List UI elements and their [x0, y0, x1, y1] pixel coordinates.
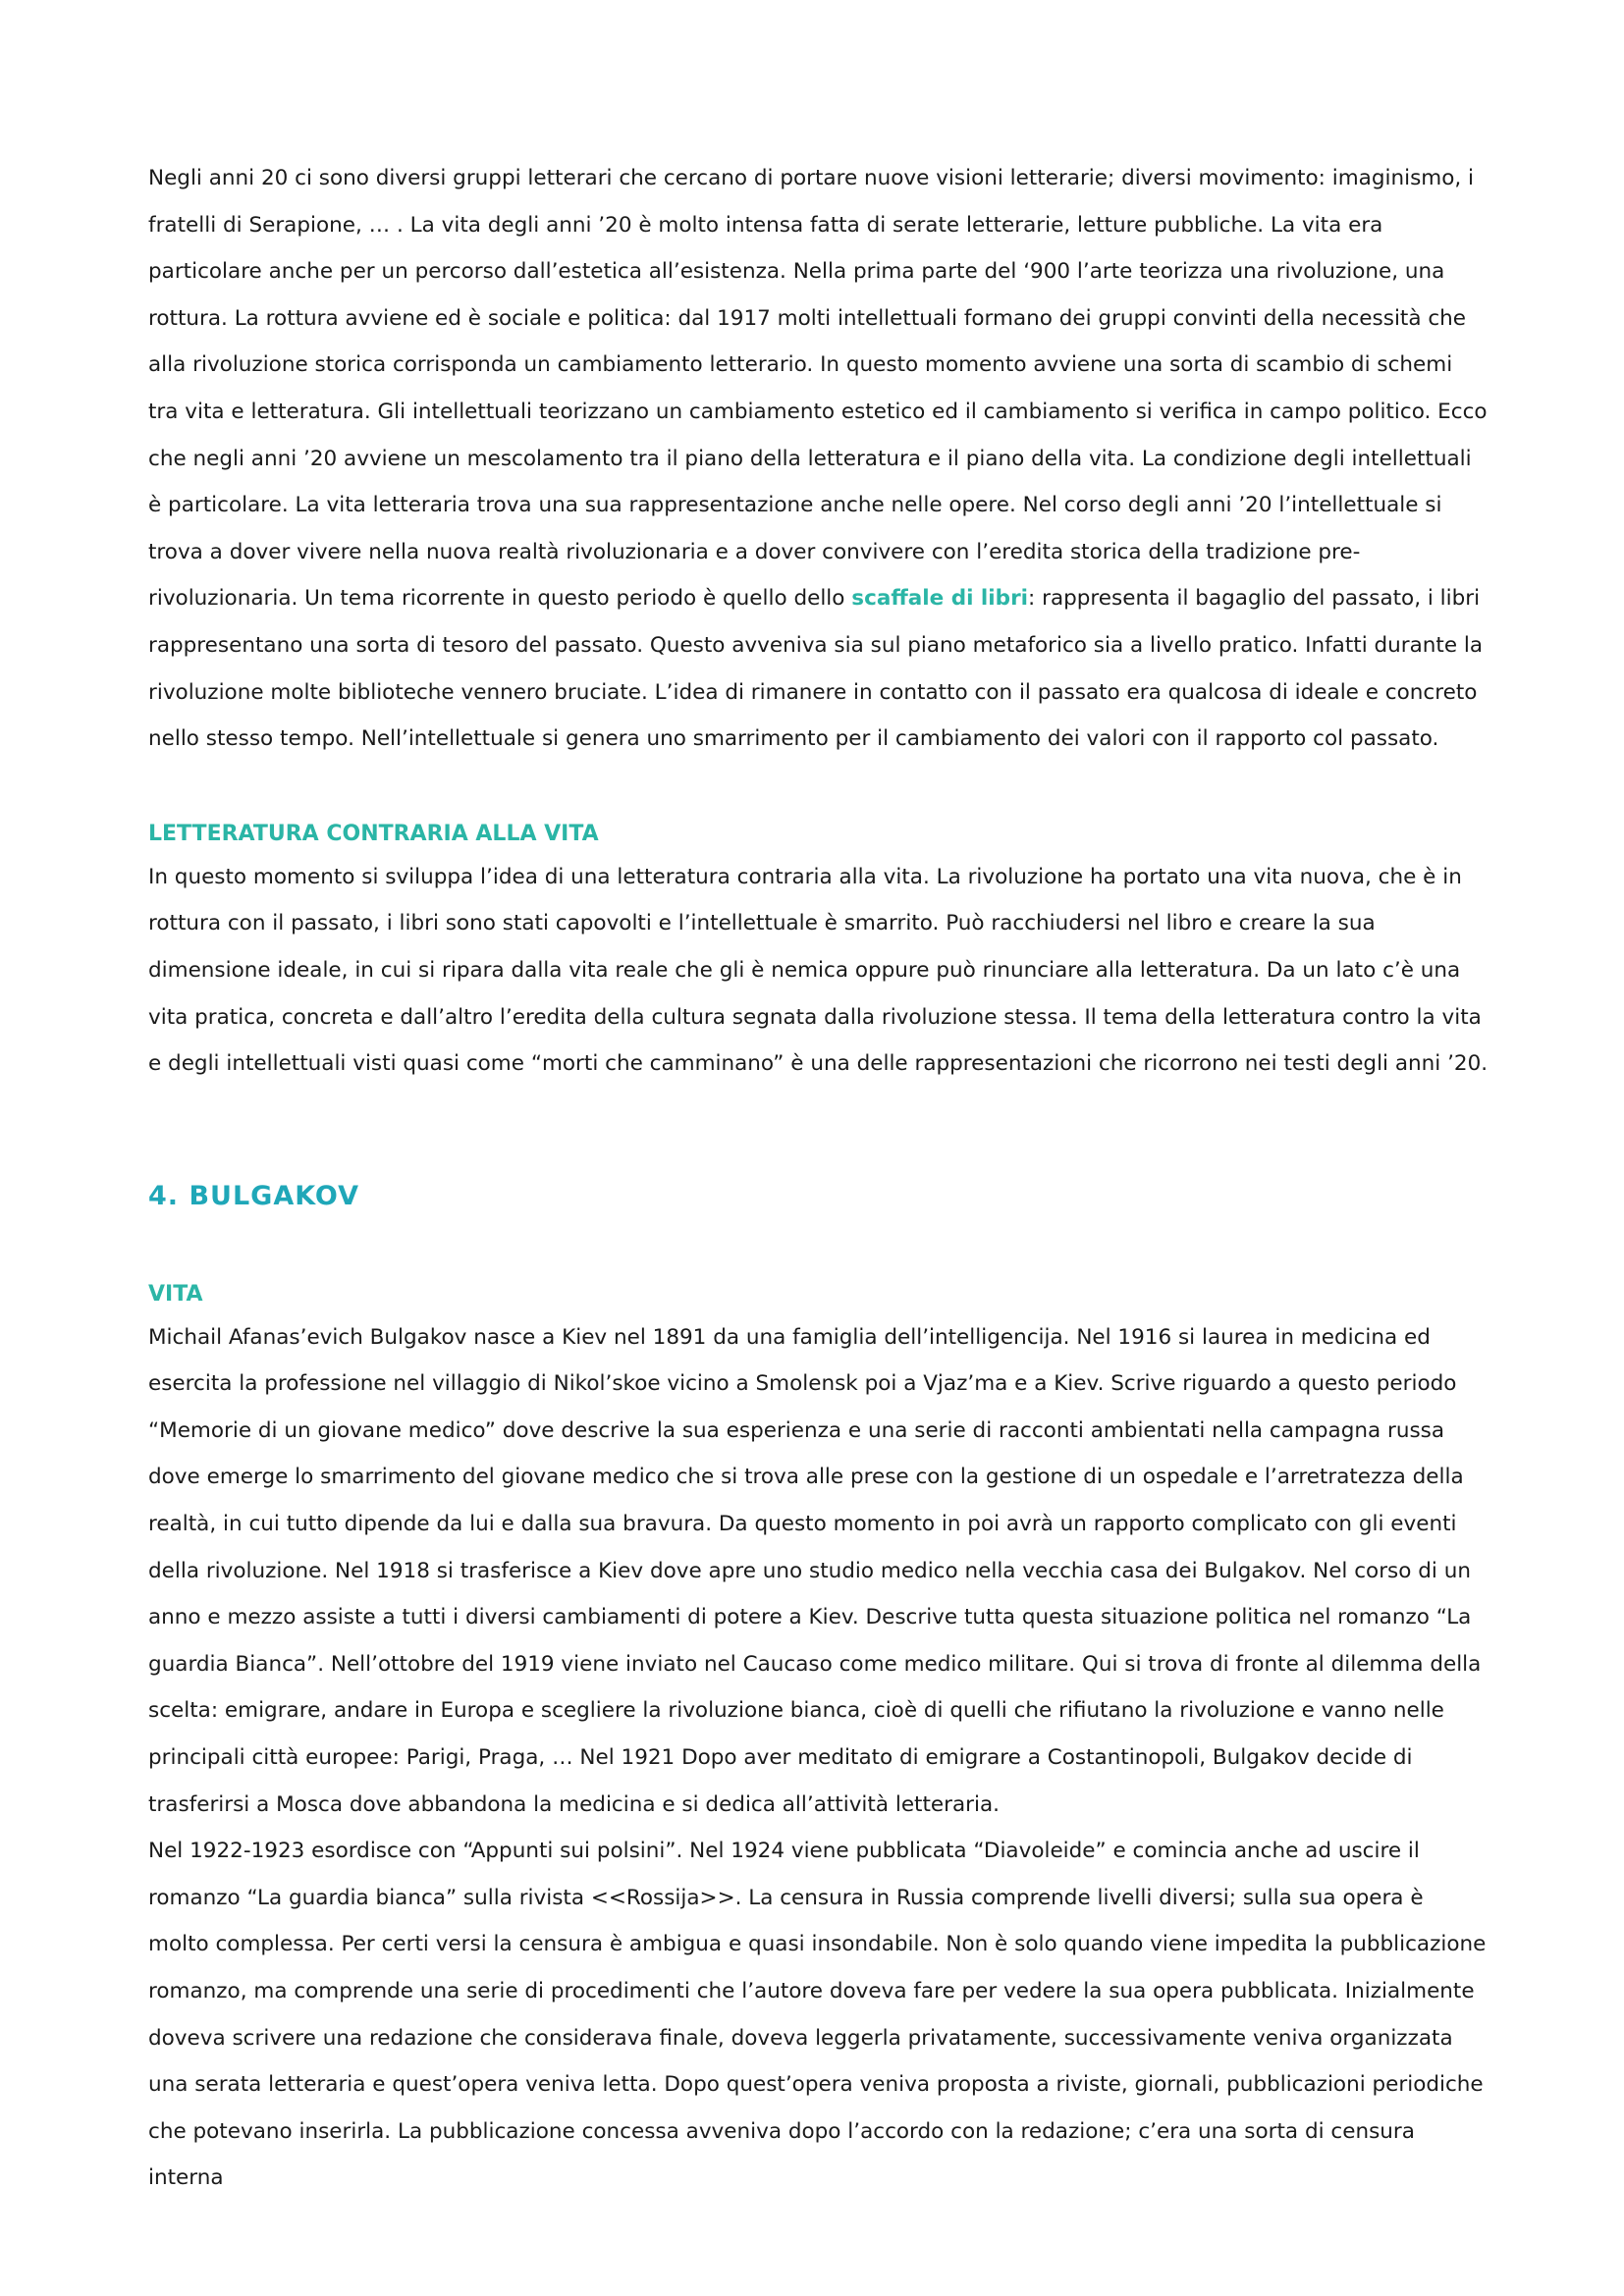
intro-text-after: : rappresenta il bagaglio del passato, i libri rappresentano una sorta di tesoro del passato. Questo avveniva sia sul piano metaforico sia a livello pratico. Infatti durante la rivoluzione molte biblioteche vennero bruciate. L’idea di rimanere in contatto con il passato era qualcosa di ideale e concreto nello stesso tempo. Nell’intellettuale si genera uno smarrimento per il cambiamento dei valori con il rapporto col passato.	[148, 586, 1484, 752]
intro-paragraph	[148, 155, 1489, 763]
letteratura-paragraph: In questo momento si sviluppa l’idea di una letteratura contraria alla vita. La rivoluzione ha portato una vita nuova, che è in rottura con il passato, i libri sono stati capovolti e l’intellettuale è smarrito. Può racchiudersi nel libro e creare la sua dimensione ideale, in cui si ripara dalla vita reale che gli è nemica oppure può rinunciare alla letteratura. Da un lato c’è una vita pratica, concreta e dall’altro l’eredita della cultura segnata dalla rivoluzione stessa. Il tema della letteratura contro la vita e degli intellettuali visti quasi come “morti che camminano” è una delle rappresentazioni che ricorrono nei testi degli anni ’20.	[148, 864, 1489, 1077]
chapter-title: 4. BULGAKOV	[148, 1180, 360, 1211]
intro-text-before: Negli anni 20 ci sono diversi gruppi letterari che cercano di portare nuove visioni letterarie; diversi movimento: imaginismo, i fratelli di Serapione, … . La vita degli anni ’20 è molto intensa fatta di serate letterarie, letture pubbliche. La vita era particolare anche per un percorso dall’estetica all’esistenza. Nella prima parte del ‘900 l’arte teorizza una rivoluzione, una rottura. La rottura avviene ed è sociale e politica: dal 1917 molti intellettuali formano dei gruppi convinti della necessità che alla rivoluzione storica corrisponda un cambiamento letterario. In questo momento avviene una sorta di scambio di schemi tra vita e letteratura. Gli intellettuali teorizzano un cambiamento estetico ed il cambiamento si verifica in campo politico. Ecco che negli anni ’20 avviene un mescolamento tra il piano della letteratura e il piano della vita. La condizione degli intellettuali è particolare. La vita letteraria trova una sua rappresentazione anche nelle opere. Nel corso degli anni ’20 l’intellettuale si trova a dover vivere nella nuova realtà rivoluzionaria e a dover convivere con l’eredita storica della tradizione pre-rivoluzionaria. Un tema ricorrente in questo periodo è quello dello	[148, 166, 1488, 612]
vita-paragraph-2: Nel 1922-1923 esordisce con “Appunti sui polsini”. Nel 1924 viene pubblicata “Diavoleide” e comincia anche ad uscire il romanzo “La guardia bianca” sulla rivista <<Rossija>>. La censura in Russia comprende livelli diversi; sulla sua opera è molto complessa. Per certi versi la censura è ambigua e quasi insondabile. Non è solo quando viene impedita la pubblicazione romanzo, ma comprende una serie di procedimenti che l’autore doveva fare per vedere la sua opera pubblicata. Inizialmente doveva scrivere una redazione che considerava finale, doveva leggerla privatamente, successivamente veniva organizzata una serata letteraria e quest’opera veniva letta. Dopo quest’opera veniva proposta a riviste, giornali, pubblicazioni periodiche che potevano inserirla. La pubblicazione concessa avveniva dopo l’accordo con la redazione; c’era una sorta di censura interna	[148, 1839, 1487, 2191]
section-heading-vita: VITA	[148, 1281, 203, 1307]
page-content	[148, 155, 1489, 2202]
section-heading-letteratura: LETTERATURA CONTRARIA ALLA VITA	[148, 821, 599, 846]
keyword-highlight: scaffale di libri	[851, 586, 1029, 612]
vita-paragraph-1: Michail Afanas’evich Bulgakov nasce a Kiev nel 1891 da una famiglia dell’intelligencija. Nel 1916 si laurea in medicina ed esercita la professione nel villaggio di Nikol’skoe vicino a Smolensk poi a Vjaz’ma e a Kiev. Scrive riguardo a questo periodo “Memorie di un giovane medico” dove descrive la sua esperienza e una serie di racconti ambientati nella campagna russa dove emerge lo smarrimento del giovane medico che si trova alle prese con la gestione di un ospedale e l’arretratezza della realtà, in cui tutto dipende da lui e dalla sua bravura. Da questo momento in poi avrà un rapporto complicato con gli eventi della rivoluzione. Nel 1918 si trasferisce a Kiev dove apre uno studio medico nella vecchia casa dei Bulgakov. Nel corso di un anno e mezzo assiste a tutti i diversi cambiamenti di potere a Kiev. Descrive tutta questa situazione politica nel romanzo “La guardia Bianca”. Nell’ottobre del 1919 viene inviato nel Caucaso come medico militare. Qui si trova di fronte al dilemma della scelta: emigrare, andare in Europa e scegliere la rivoluzione bianca, cioè di quelli che rifiutano la rivoluzione e vanno nelle principali città europee: Parigi, Praga, … Nel 1921 Dopo aver meditato di emigrare a Costantinopoli, Bulgakov decide di trasferirsi a Mosca dove abbandona la medicina e si dedica all’attività letteraria.	[148, 1324, 1482, 1817]
